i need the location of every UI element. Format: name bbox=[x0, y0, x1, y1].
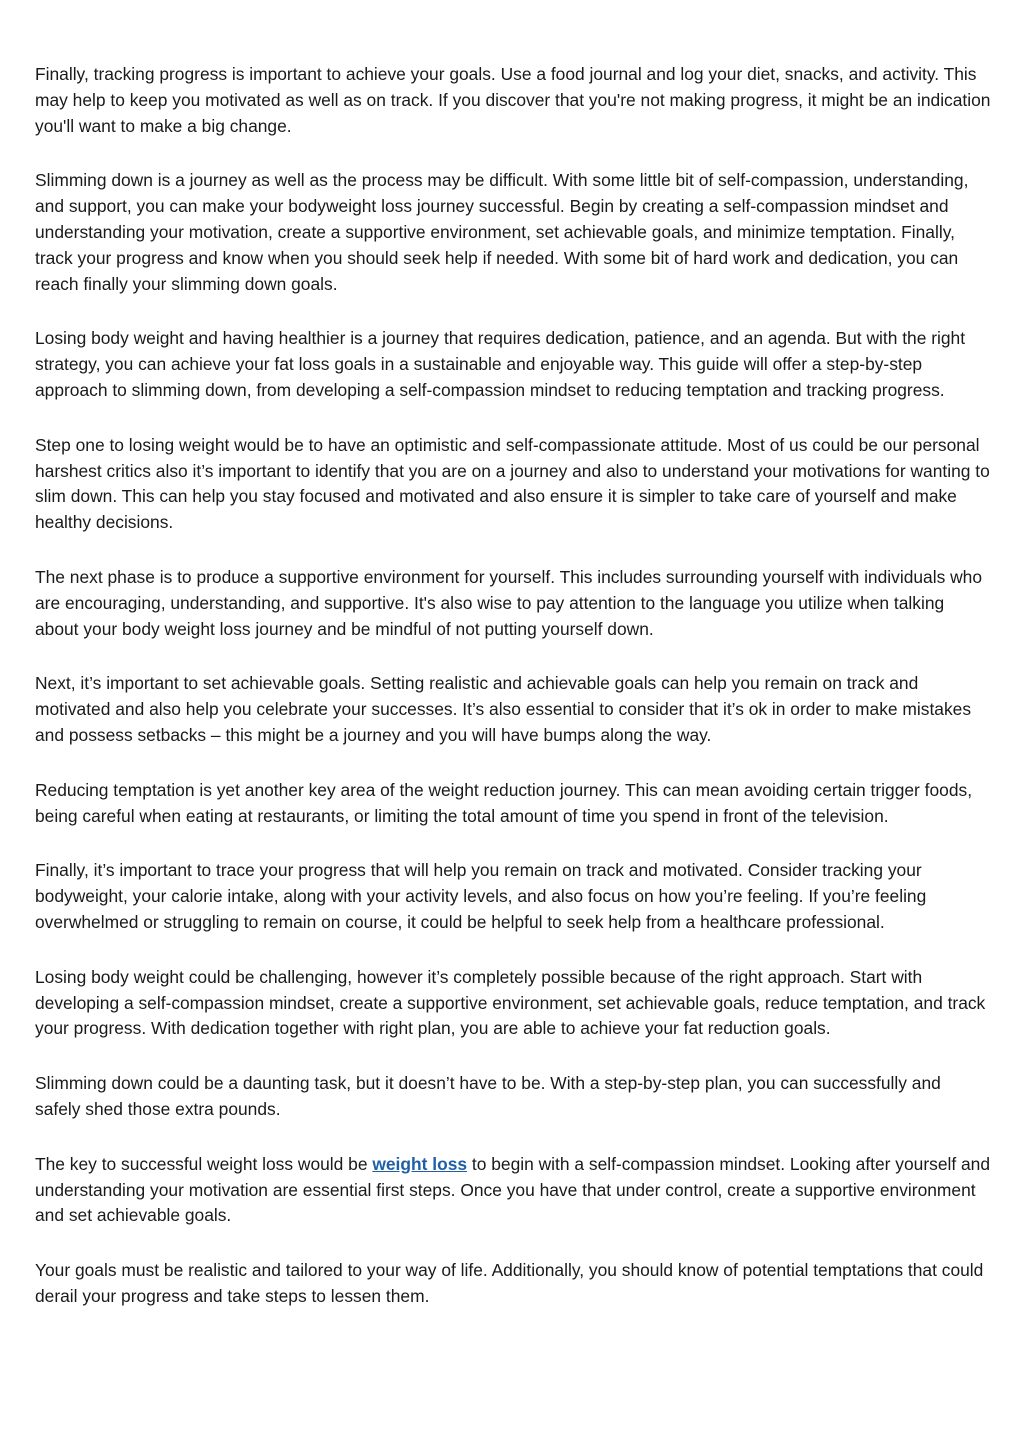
weight-loss-link[interactable]: weight loss bbox=[372, 1153, 468, 1174]
paragraph-losing-body-weight: Losing body weight and having healthier is a journey that requires dedication, patience, and an agenda. But with the right strategy, you can achieve your fat loss goals in a sustainable and enjoyable way. This guide will offer a step-by-step approach to slimming down, from developing a self-compassion mindset to reducing temptation and tracking progress. bbox=[35, 328, 966, 400]
paragraph-tracking-progress: Finally, tracking progress is important to achieve your goals. Use a food journal and log your diet, snacks, and activity. This may help to keep you motivated as well as on track. If you discover that you're not making progress, it might be an indication you'll want to make a big change. bbox=[35, 64, 991, 136]
document-body bbox=[35, 62, 991, 1339]
paragraph-key-text-after: to begin with a self-compassion mindset. Looking after yourself and understanding your motivation are essential first steps. Once you have that under control, create a supportive environment and set achievable goals. bbox=[35, 1153, 991, 1226]
paragraph-step-one: Step one to losing weight would be to have an optimistic and self-compassionate attitude. Most of us could be our personal harshest critics also it’s important to identify that you are on a journey and also to understand your motivations for wanting to slim down. This can help you stay focused and motivated and also ensure it is simpler to take care of yourself and make healthy decisions. bbox=[35, 434, 990, 533]
paragraph-achievable-goals: Next, it’s important to set achievable goals. Setting realistic and achievable goals can help you remain on track and motivated and also help you celebrate your successes. It’s also essential to consider that it’s ok in order to make mistakes and possess setbacks – this might be a journey and you will have bumps along the way. bbox=[35, 673, 972, 745]
paragraph-challenging: Losing body weight could be challenging, however it’s completely possible because of the right approach. Start with developing a self-compassion mindset, create a supportive environment, set achievable goals, reduce temptation, and track your progress. With dedication together with right plan, you are able to achieve your fat reduction goals. bbox=[35, 966, 986, 1039]
paragraph-supportive-environment: The next phase is to produce a supportive environment for yourself. This includes surrounding yourself with individuals who are encouraging, understanding, and supportive. It's also wise to pay attention to the language you utilize when talking about your body weight loss journey and be mindful of not putting yourself down. bbox=[35, 566, 983, 639]
paragraph-realistic-goals: Your goals must be realistic and tailored to your way of life. Additionally, you should know of potential temptations that could derail your progress and take steps to lessen them. bbox=[35, 1260, 984, 1306]
paragraph-key-to-success bbox=[35, 1152, 991, 1229]
paragraph-trace-progress: Finally, it’s important to trace your progress that will help you remain on track and motivated. Consider tracking your bodyweight, your calorie intake, along with your activity levels, and also focus on how you’re feeling. If you’re feeling overwhelmed or struggling to remain on course, it could be helpful to seek help from a healthcare professional. bbox=[35, 860, 927, 932]
paragraph-slimming-journey: Slimming down is a journey as well as the process may be difficult. With some little bit of self-compassion, understanding, and support, you can make your bodyweight loss journey successful. Begin by creating a self-compassion mindset and understanding your motivation, create a supportive environment, set achievable goals, and minimize temptation. Finally, track your progress and know when you should seek help if needed. With some bit of hard work and dedication, you can reach finally your slimming down goals. bbox=[35, 170, 969, 294]
paragraph-key-text-before: The key to successful weight loss would be bbox=[35, 1153, 373, 1174]
paragraph-reducing-temptation: Reducing temptation is yet another key area of the weight reduction journey. This can mean avoiding certain trigger foods, being careful when eating at restaurants, or limiting the total amount of time you spend in front of the television. bbox=[35, 779, 973, 826]
paragraph-daunting-task: Slimming down could be a daunting task, but it doesn’t have to be. With a step-by-step plan, you can successfully and safely shed those extra pounds. bbox=[35, 1073, 941, 1119]
